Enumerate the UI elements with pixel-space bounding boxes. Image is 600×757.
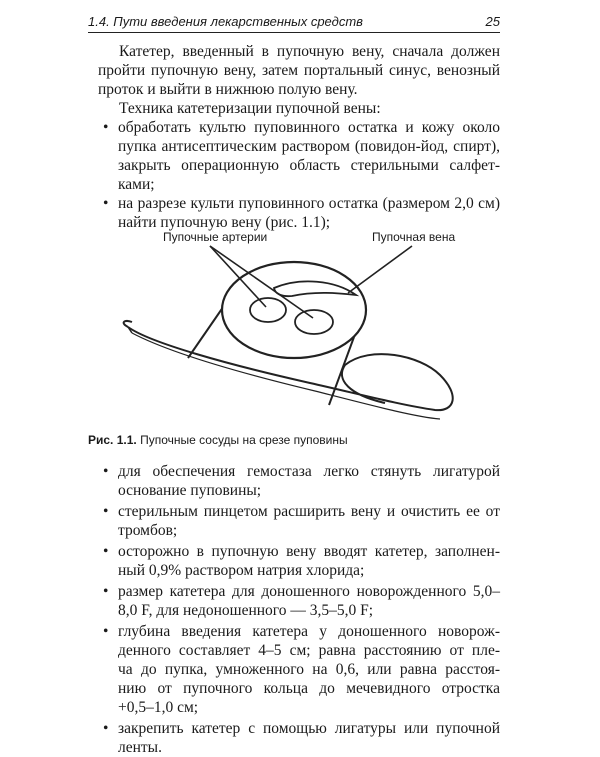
steps-list-bottom	[98, 462, 500, 757]
text-line: тромбов;	[118, 522, 178, 539]
bullet-glyph: •	[103, 195, 109, 212]
bullet-glyph: •	[103, 720, 109, 737]
bullet-glyph: •	[103, 543, 109, 560]
text-line: закрыть операционную область стерильными салфет-	[118, 157, 500, 174]
text-line: 8,0 F, для недоношенного — 3,5–5,0 F;	[118, 602, 374, 619]
caption-text: Пупочные сосуды на срезе пуповины	[140, 433, 348, 447]
text-line: обработать культю пуповинного остатка и кожу около	[118, 119, 500, 136]
figure-umbilical-vessels	[110, 215, 500, 425]
leader-line-vein	[348, 246, 412, 293]
text-line: размер катетера для доношенного новорожденного 5,0–	[118, 583, 500, 600]
text-line: ча до пупка, умноженного на 0,6, или равна расстоя-	[118, 661, 500, 678]
list-item	[98, 462, 500, 500]
umbilical-cord-cross-section-drawing	[110, 215, 500, 425]
section-title: 1.4. Пути введения лекарственных средств	[88, 14, 363, 29]
text-line: денного составляет 4–5 см; равна расстоянию от пле-	[118, 642, 500, 659]
umbilical-artery-left	[250, 298, 286, 322]
text-line: нию от пупочного кольца до мечевидного отростка	[118, 680, 500, 697]
bullet-glyph: •	[103, 119, 109, 136]
umbilical-artery-right	[295, 310, 333, 334]
text-line: найти пупочную вену (рис. 1.1);	[118, 214, 331, 231]
text-line: пройти пупочную вену, затем портальный синус, венозный	[98, 62, 500, 79]
text-line: закрепить катетер с помощью лигатуры или пупочной	[118, 720, 500, 737]
caption-number: Рис. 1.1.	[88, 433, 137, 447]
technique-heading: Техника катетеризации пупочной вены:	[119, 100, 381, 117]
label-umbilical-arteries: Пупочные артерии	[163, 230, 268, 244]
text-line: пупка антисептическим раствором (повидон-йод, спирт),	[118, 138, 500, 155]
page-number: 25	[485, 14, 500, 29]
header-rule	[88, 32, 500, 33]
text-line: глубина введения катетера у доношенного новорож-	[118, 623, 500, 640]
bullet-glyph: •	[103, 463, 109, 480]
text-line: стерильным пинцетом расширить вену и очистить ее от	[118, 503, 500, 520]
bullet-glyph: •	[103, 623, 109, 640]
text-line: ками;	[118, 176, 155, 193]
text-line: основание пуповины;	[118, 482, 262, 499]
text-line: на разрезе культи пуповинного остатка (размером 2,0 см)	[118, 195, 500, 212]
list-item	[98, 719, 500, 757]
list-item	[98, 542, 500, 580]
text-line: Катетер, введенный в пупочную вену, сначала должен	[119, 43, 500, 60]
text-line: ленты.	[118, 739, 162, 756]
cord-cut-surface	[222, 262, 366, 358]
list-item	[98, 622, 500, 717]
text-line: проток и выйти в нижнюю полую вену.	[98, 81, 358, 98]
list-item	[98, 118, 500, 194]
list-item	[98, 582, 500, 620]
text-line: ный 0,9% раствором натрия хлорида;	[118, 562, 365, 579]
text-line: +0,5–1,0 см;	[118, 699, 199, 716]
running-header	[88, 10, 500, 32]
text-line: осторожно в пупочную вену вводят катетер, заполнен-	[118, 543, 500, 560]
bullet-glyph: •	[103, 503, 109, 520]
text-line: для обеспечения гемостаза легко стянуть лигатурой	[118, 463, 500, 480]
intro-paragraph	[98, 42, 500, 99]
list-item	[98, 502, 500, 540]
bullet-glyph: •	[103, 583, 109, 600]
skin-flap-edge	[124, 321, 132, 327]
figure-caption	[88, 433, 348, 447]
label-umbilical-vein: Пупочная вена	[372, 230, 456, 244]
